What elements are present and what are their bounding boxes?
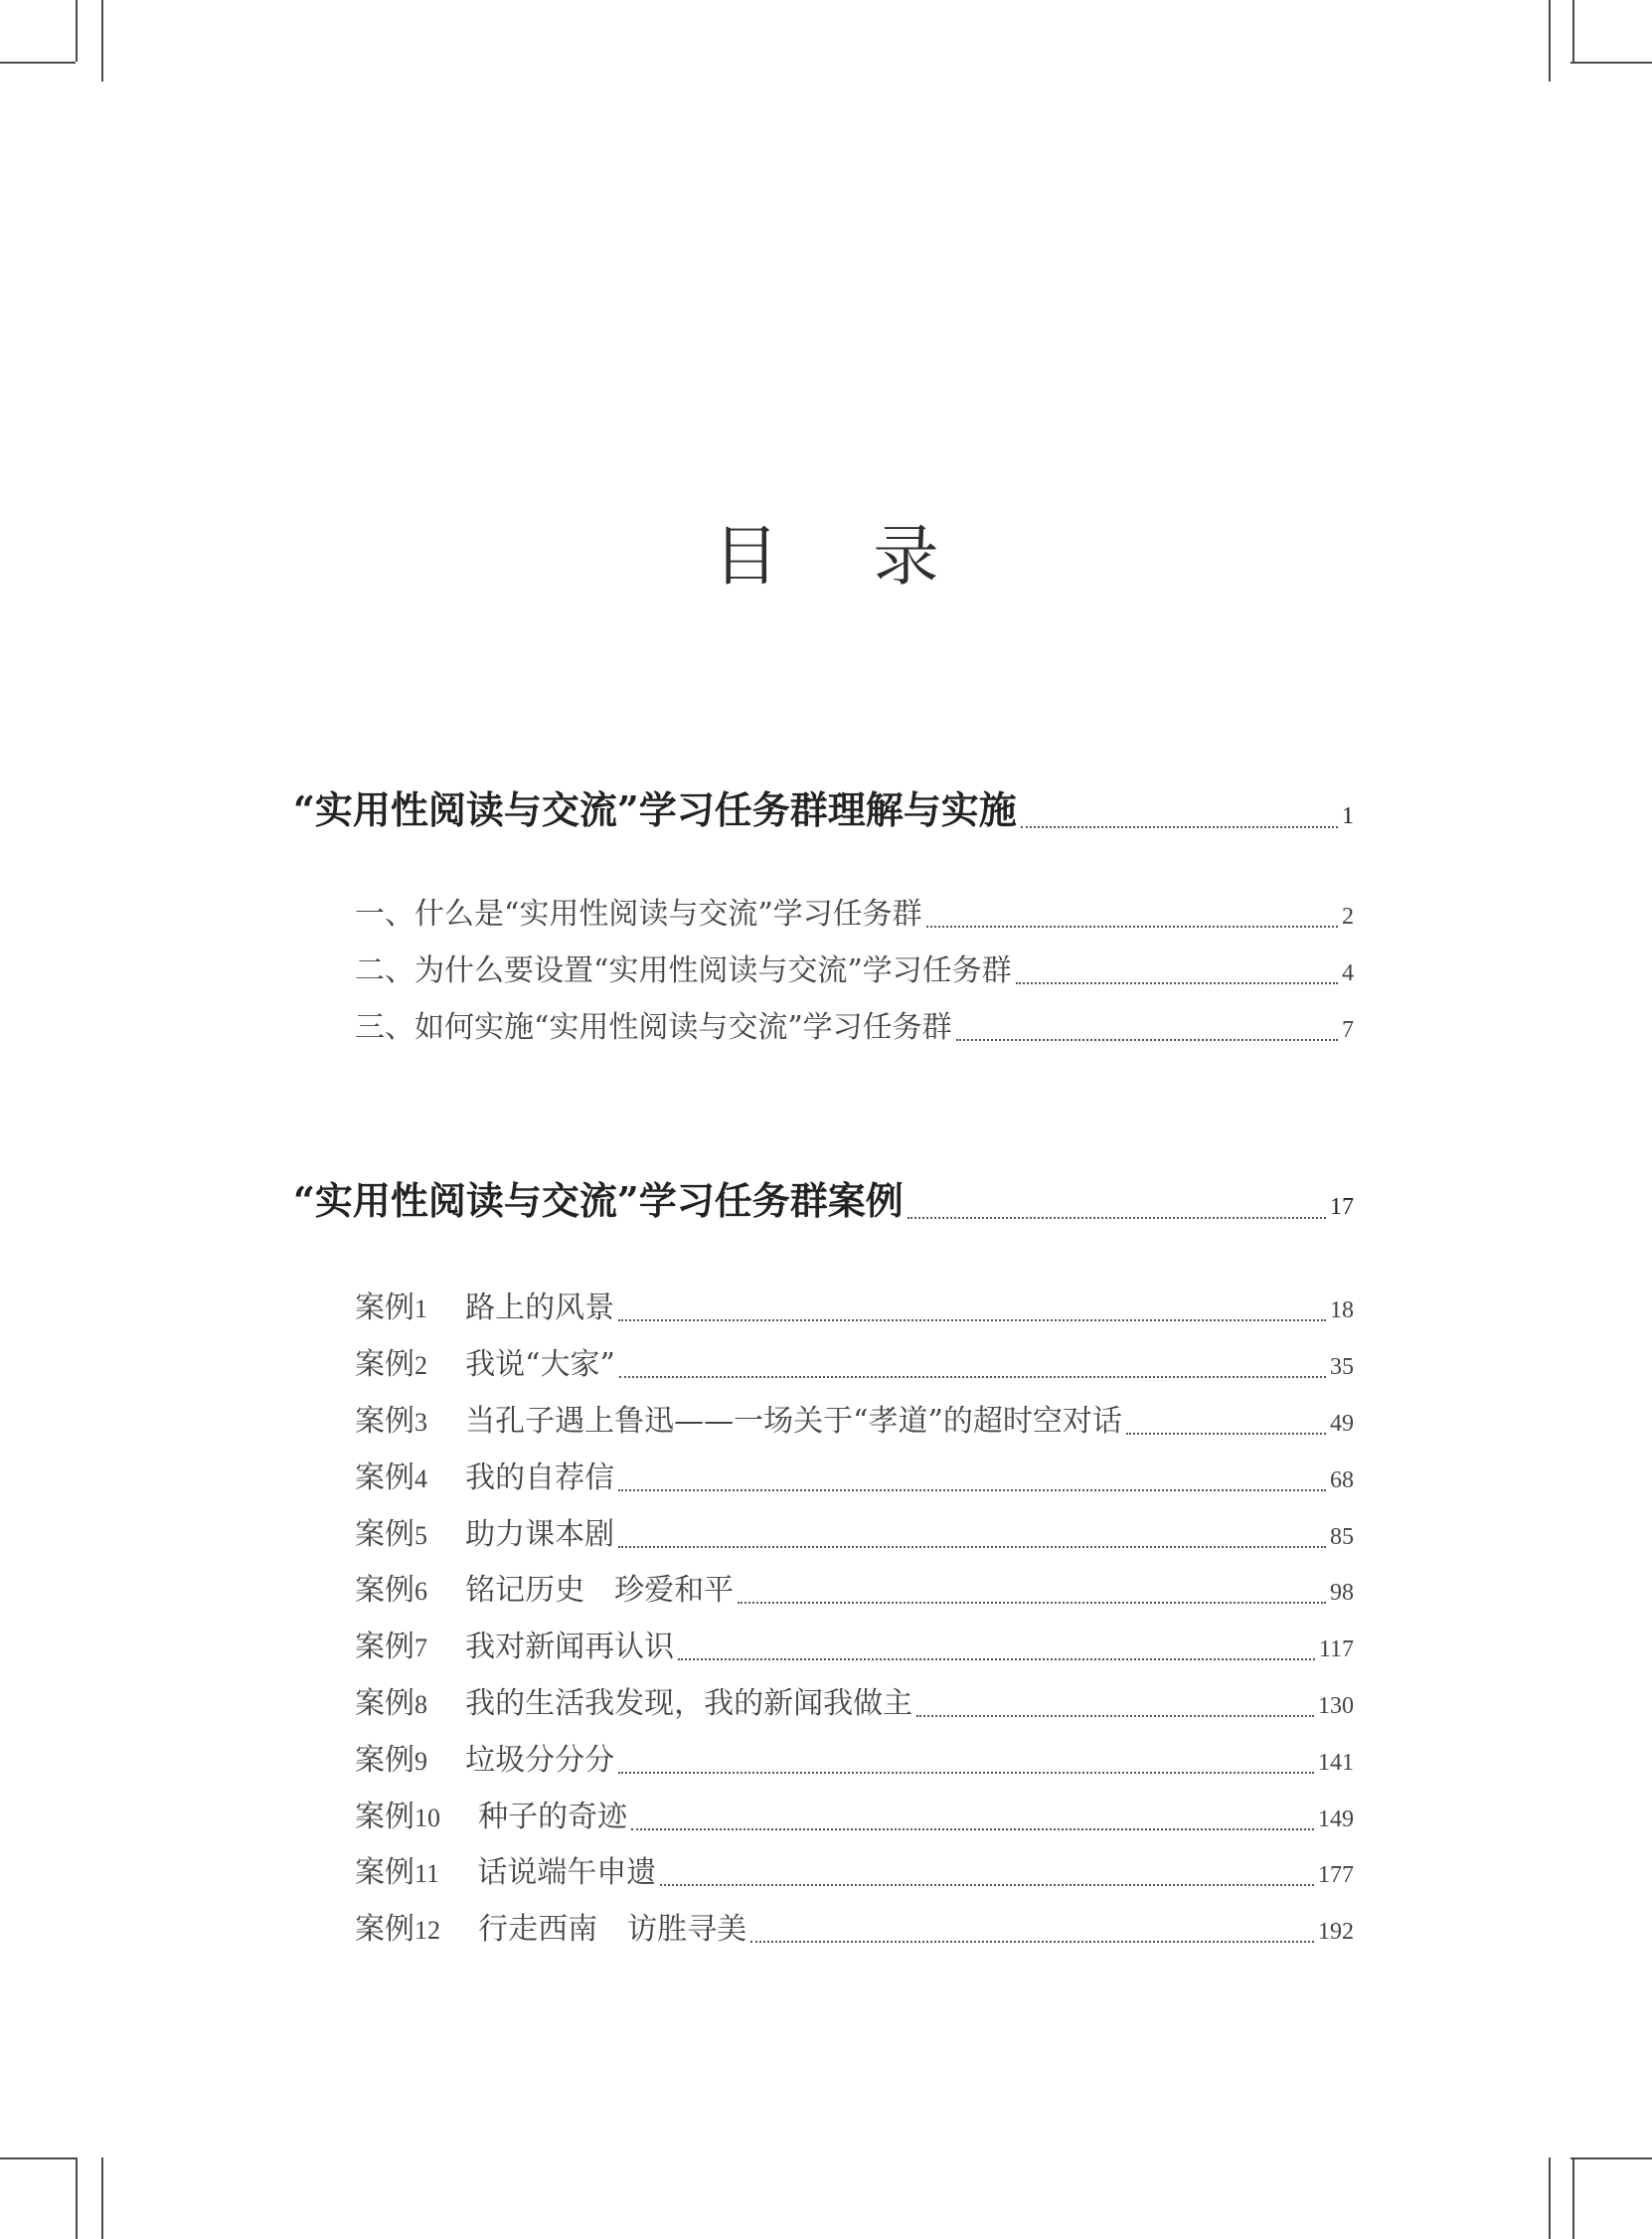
case-number: 案例1 [355, 1291, 427, 1325]
toc-page-number: 17 [1330, 1194, 1354, 1220]
dot-leader [618, 1318, 1326, 1321]
case-number: 案例10 [355, 1800, 440, 1834]
case-title: 我的生活我发现，我的新闻我做主 [465, 1686, 913, 1721]
dot-leader [956, 1038, 1338, 1041]
dot-leader [750, 1940, 1314, 1943]
dot-leader [738, 1601, 1326, 1604]
dot-leader [1126, 1432, 1326, 1435]
toc-page-number: 35 [1330, 1354, 1354, 1380]
toc-item-1-1[interactable] [355, 895, 1354, 937]
toc-page-number: 85 [1330, 1524, 1354, 1550]
dot-leader [678, 1657, 1315, 1660]
toc-case-1[interactable] [355, 1289, 1354, 1330]
dot-leader [908, 1216, 1326, 1219]
case-title: 话说端午申遗 [477, 1855, 657, 1890]
dot-leader [619, 1375, 1326, 1378]
toc-page-number: 149 [1318, 1807, 1354, 1832]
case-title: 种子的奇迹 [478, 1800, 628, 1834]
case-title: 我对新闻再认识 [465, 1630, 675, 1664]
toc-section-1[interactable] [293, 785, 1354, 841]
toc-item-1-2[interactable] [355, 951, 1354, 993]
toc-page-number: 177 [1318, 1862, 1354, 1888]
toc-item-1-3[interactable] [355, 1008, 1354, 1050]
case-number: 案例4 [355, 1461, 427, 1495]
case-number: 案例5 [355, 1517, 427, 1552]
toc-page-number: 2 [1342, 904, 1354, 930]
toc-case-8[interactable] [355, 1684, 1354, 1726]
toc-case-6[interactable] [355, 1571, 1354, 1613]
toc-case-12[interactable] [355, 1910, 1354, 1952]
toc-case-2[interactable] [355, 1345, 1354, 1387]
case-number: 案例9 [355, 1743, 427, 1778]
dot-leader [1016, 981, 1338, 984]
case-number: 案例7 [355, 1630, 427, 1664]
toc-page-number: 192 [1318, 1919, 1354, 1945]
dot-leader [618, 1488, 1326, 1491]
case-title: 当孔子遇上鲁迅——一场关于“孝道”的超时空对话 [465, 1404, 1122, 1439]
case-title: 我说“大家” [465, 1347, 615, 1382]
case-number: 案例11 [355, 1855, 440, 1890]
case-title: 行走西南 访胜寻美 [478, 1912, 747, 1947]
dot-leader [618, 1545, 1326, 1548]
toc-page-number: 49 [1330, 1411, 1354, 1437]
dot-leader [916, 1714, 1314, 1717]
toc-case-3[interactable] [355, 1402, 1354, 1444]
toc-page-number: 4 [1342, 960, 1354, 986]
case-number: 案例12 [355, 1912, 440, 1947]
toc-section-title: “实用性阅读与交流”学习任务群理解与实施 [293, 787, 1017, 832]
dot-leader [660, 1883, 1314, 1886]
toc-case-9[interactable] [355, 1741, 1354, 1783]
page-title-char-2: 录 [873, 518, 939, 595]
dot-leader [618, 1771, 1314, 1774]
case-number: 案例8 [355, 1686, 427, 1721]
toc-page-number: 117 [1318, 1636, 1354, 1662]
toc-section-2[interactable] [293, 1176, 1354, 1232]
case-number: 案例3 [355, 1404, 427, 1439]
toc-case-10[interactable] [355, 1798, 1354, 1839]
toc-section-title: “实用性阅读与交流”学习任务群案例 [293, 1178, 904, 1223]
case-number: 案例2 [355, 1347, 427, 1382]
case-number: 案例6 [355, 1573, 427, 1608]
case-title: 我的自荐信 [465, 1461, 615, 1495]
toc-page-number: 130 [1318, 1693, 1354, 1719]
toc-page-number: 98 [1330, 1580, 1354, 1606]
toc-page-number: 141 [1318, 1750, 1354, 1776]
toc-item-title: 一、什么是“实用性阅读与交流”学习任务群 [355, 897, 922, 932]
toc-page-number: 1 [1342, 803, 1354, 829]
toc-page-number: 18 [1330, 1297, 1354, 1323]
toc-case-11[interactable] [355, 1853, 1354, 1895]
toc-item-title: 三、如何实施“实用性阅读与交流”学习任务群 [355, 1010, 952, 1045]
case-title: 助力课本剧 [465, 1517, 615, 1552]
case-title: 铭记历史 珍爱和平 [465, 1573, 735, 1608]
page-title [0, 517, 1652, 597]
dot-leader [926, 925, 1338, 928]
toc-page-number: 68 [1330, 1467, 1354, 1493]
toc-case-4[interactable] [355, 1459, 1354, 1500]
case-title: 垃圾分分分 [465, 1743, 615, 1778]
dot-leader [1021, 825, 1338, 828]
page-title-char-1: 目 [713, 518, 779, 595]
case-title: 路上的风景 [465, 1291, 615, 1325]
toc-case-5[interactable] [355, 1515, 1354, 1557]
toc-case-7[interactable] [355, 1628, 1354, 1669]
dot-leader [631, 1827, 1314, 1830]
toc-item-title: 二、为什么要设置“实用性阅读与交流”学习任务群 [355, 953, 1012, 988]
toc-page-number: 7 [1342, 1017, 1354, 1043]
